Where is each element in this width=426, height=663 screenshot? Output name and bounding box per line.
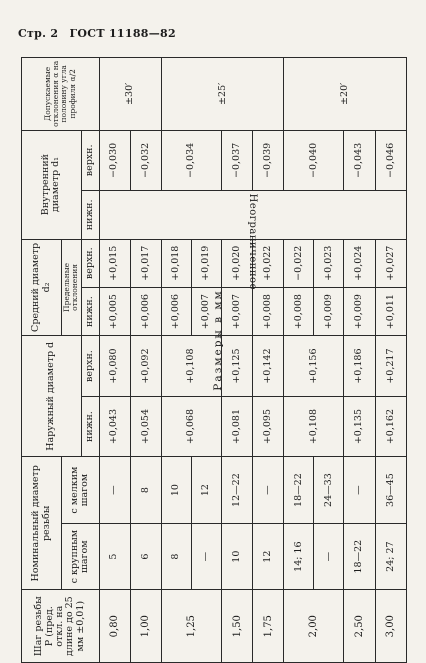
d2-upper-cell: +0,024: [344, 239, 375, 287]
d1-upper-cell: −0,037: [221, 130, 252, 191]
d2-lower-cell: +0,008: [284, 287, 314, 335]
d-upper-cell: +0,080: [99, 336, 130, 397]
table-row: [375, 58, 406, 663]
d-lower-cell: +0,068: [162, 396, 222, 457]
pitch-cell: 0,80: [99, 590, 130, 663]
coarse-cell: 10: [221, 523, 252, 590]
table-rotated-wrapper: [21, 57, 407, 663]
header-inner-diameter: Внутренний диаметр d₁: [22, 130, 82, 239]
fine-cell: 12: [191, 457, 221, 524]
d-lower-cell: +0,081: [221, 396, 252, 457]
header-d-upper: верхн.: [81, 336, 99, 397]
fine-cell: —: [253, 457, 284, 524]
d1-upper-cell: −0,043: [344, 130, 375, 191]
d2-lower-cell: +0,009: [344, 287, 375, 335]
coarse-cell: 18—22: [344, 523, 375, 590]
thread-tolerance-table: [21, 57, 407, 663]
d1-upper-cell: −0,034: [162, 130, 222, 191]
d2-upper-cell: +0,020: [221, 239, 252, 287]
d2-lower-cell: +0,006: [162, 287, 192, 335]
d1-upper-cell: −0,040: [284, 130, 344, 191]
pitch-cell: 2,00: [284, 590, 344, 663]
pitch-cell: 1,75: [253, 590, 284, 663]
fine-cell: 18—22: [284, 457, 314, 524]
header-nominal-diameter: Номинальный диаметр резьбы: [22, 457, 62, 590]
header-d-lower: нижн.: [81, 396, 99, 457]
d-lower-cell: +0,054: [130, 396, 161, 457]
d2-lower-cell: +0,005: [99, 287, 130, 335]
coarse-cell: 24; 27: [375, 523, 406, 590]
coarse-cell: 14; 16: [284, 523, 314, 590]
table-title: Размеры в мм: [212, 289, 224, 391]
coarse-cell: 6: [130, 523, 161, 590]
pitch-cell: 1,00: [130, 590, 161, 663]
d-upper-cell: +0,142: [253, 336, 284, 397]
fine-cell: —: [344, 457, 375, 524]
d1-upper-cell: −0,039: [253, 130, 284, 191]
angle-cell: ±20′: [284, 58, 407, 131]
d2-upper-cell: +0,027: [375, 239, 406, 287]
d2-upper-cell: +0,018: [162, 239, 192, 287]
d2-upper-cell: +0,022: [253, 239, 284, 287]
d1-lower-note: Неограниченное: [247, 193, 259, 290]
coarse-cell: —: [314, 523, 344, 590]
d2-lower-cell: +0,006: [130, 287, 161, 335]
d2-lower-cell: +0,008: [253, 287, 284, 335]
table-row: [99, 58, 130, 663]
standard-number: ГОСТ 11188—82: [69, 27, 176, 40]
coarse-cell: 12: [253, 523, 284, 590]
d2-upper-cell: +0,017: [130, 239, 161, 287]
d-lower-cell: +0,043: [99, 396, 130, 457]
page-label: Стр. 2: [18, 27, 59, 40]
header-fine-pitch: с мелким шагом: [62, 457, 100, 524]
fine-cell: —: [99, 457, 130, 524]
d2-upper-cell: +0,023: [314, 239, 344, 287]
fine-cell: 12—22: [221, 457, 252, 524]
coarse-cell: —: [191, 523, 221, 590]
header-d1-lower: нижн.: [81, 191, 99, 239]
table-row: [344, 58, 375, 663]
angle-cell: ±30′: [99, 58, 162, 131]
pitch-cell: 2,50: [344, 590, 375, 663]
table-row: [162, 58, 192, 663]
pitch-cell: 1,25: [162, 590, 222, 663]
fine-cell: 10: [162, 457, 192, 524]
d-lower-cell: +0,162: [375, 396, 406, 457]
d1-upper-cell: −0,046: [375, 130, 406, 191]
d2-lower-cell: +0,007: [191, 287, 221, 335]
d-lower-cell: +0,108: [284, 396, 344, 457]
d1-upper-cell: −0,032: [130, 130, 161, 191]
header-d2-lower: нижн.: [81, 287, 99, 335]
fine-cell: 8: [130, 457, 161, 524]
d2-upper-cell: +0,019: [191, 239, 221, 287]
page-header: [18, 27, 183, 40]
header-outer-diameter: Наружный диаметр d: [22, 336, 82, 457]
pitch-cell: 1,50: [221, 590, 252, 663]
header-limit-deviations: Предельные отклонения: [62, 239, 82, 336]
header-coarse-pitch: с крупным шагом: [62, 523, 100, 590]
table-row: [284, 58, 314, 663]
header-profile-angle: Допускаемые отклонения α на половину угла профиля α/2: [22, 58, 100, 131]
d2-lower-cell: +0,011: [375, 287, 406, 335]
d-upper-cell: +0,125: [221, 336, 252, 397]
angle-cell: ±25′: [162, 58, 284, 131]
coarse-cell: 8: [162, 523, 192, 590]
table-row: [130, 58, 161, 663]
pitch-cell: 3,00: [375, 590, 406, 663]
header-middle-diameter: Средний диаметр d₂: [22, 239, 62, 336]
fine-cell: 24—33: [314, 457, 344, 524]
d-upper-cell: +0,217: [375, 336, 406, 397]
d-lower-cell: +0,095: [253, 396, 284, 457]
coarse-cell: 5: [99, 523, 130, 590]
d2-lower-cell: +0,007: [221, 287, 252, 335]
header-d1-upper: верхн.: [81, 130, 99, 191]
d-upper-cell: +0,092: [130, 336, 161, 397]
d-upper-cell: +0,108: [162, 336, 222, 397]
d-upper-cell: +0,186: [344, 336, 375, 397]
d-upper-cell: +0,156: [284, 336, 344, 397]
d1-upper-cell: −0,030: [99, 130, 130, 191]
d2-upper-cell: +0,015: [99, 239, 130, 287]
fine-cell: 36—45: [375, 457, 406, 524]
d-lower-cell: +0,135: [344, 396, 375, 457]
header-pitch: Шаг резьбы P (пред. откл. на длине до 25 мм ±0,01): [22, 590, 100, 663]
table-row: [253, 58, 284, 663]
header-d2-upper: верхн.: [81, 239, 99, 287]
table-row: [221, 58, 252, 663]
d2-upper-cell: −0,022: [284, 239, 314, 287]
d2-lower-cell: +0,009: [314, 287, 344, 335]
